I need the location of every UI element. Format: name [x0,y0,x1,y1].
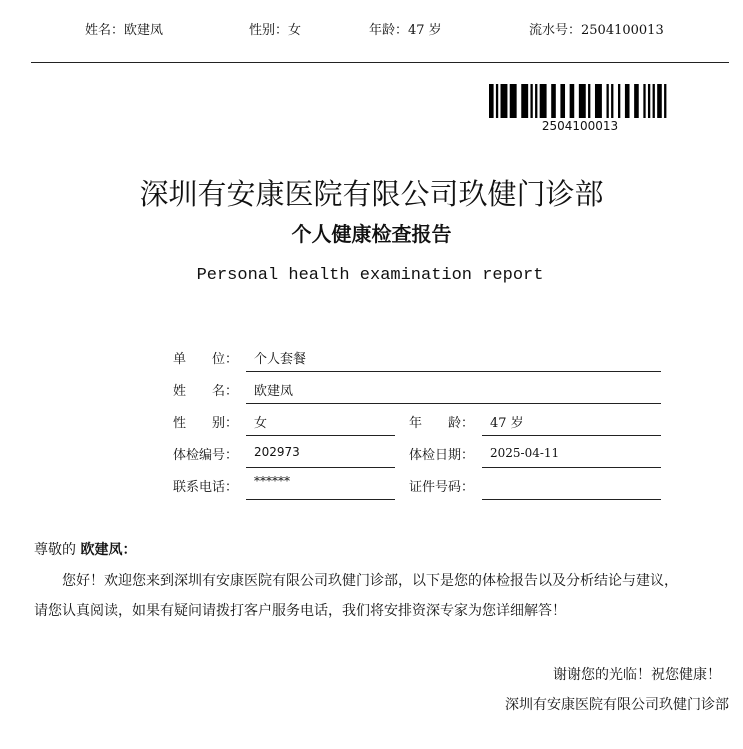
header-serial: 流水号：2504100013 [529,23,664,38]
barcode-bar [657,84,662,118]
age-value: 47 岁 [490,416,524,431]
barcode-number: 2504100013 [541,119,619,133]
barcode-bar [560,84,565,118]
barcode-bar [643,84,645,118]
gender-underline [246,435,395,436]
barcode-bar [530,84,532,118]
barcode-bar [496,84,498,118]
barcode-bar [489,84,494,118]
report-title-en: Personal health examination report [196,266,544,285]
report-title-cn: 个人健康检查报告 [291,222,452,246]
barcode-bar [606,84,608,118]
age-underline [482,435,661,436]
exam-no-value: 202973 [254,445,300,459]
salutation [34,539,136,559]
letter-line-2: 请您认真阅读，如果有疑问请拨打客户服务电话，我们将安排资深专家为您详细解答！ [34,603,566,619]
gender-value: 女 [254,416,268,431]
name-label: 姓 名： [173,384,239,399]
barcode-bar [634,84,639,118]
barcode-bar [501,84,508,118]
unit-underline [246,371,661,372]
header-gender: 性别：女 [249,23,302,38]
name-underline [246,403,661,404]
gender-label: 性 别： [173,416,239,431]
barcode-bar [588,84,590,118]
letter-thanks: 谢谢您的光临！祝您健康！ [553,667,721,683]
letter-signature: 深圳有安康医院有限公司玖健门诊部 [505,697,729,713]
barcode-bar [595,84,602,118]
phone-label: 联系电话： [173,480,239,495]
exam-date-value: 2025-04-11 [490,446,560,460]
barcode-bar [648,84,650,118]
exam-date-label: 体检日期： [409,448,475,463]
barcode-bar [570,84,575,118]
header-age: 年龄：47 岁 [369,23,442,38]
barcode-bar [611,84,613,118]
barcode-bar [521,84,528,118]
letter-line-1: 您好！欢迎您来到深圳有安康医院有限公司玖健门诊部，以下是您的体检报告以及分析结论与建议， [62,573,678,589]
barcode-bar [551,84,556,118]
header-name: 姓名：欧建凤 [85,23,164,38]
barcode [489,84,671,118]
barcode-bar [625,84,630,118]
id-no-label: 证件号码： [409,480,475,495]
exam-no-label: 体检编号： [173,448,239,463]
barcode-bar [653,84,655,118]
barcode-bar [579,84,586,118]
phone-value: ****** [254,474,290,488]
name-value: 欧建凤 [254,384,294,399]
recipient-name: 欧建凤： [80,542,137,558]
phone-underline [246,499,395,500]
salutation-text: 尊敬的 [34,542,76,558]
unit-value: 个人套餐 [254,352,307,367]
age-label: 年 龄： [409,416,475,431]
clinic-title: 深圳有安康医院有限公司玖健门诊部 [139,177,604,211]
id-no-underline [482,499,661,500]
barcode-bar [664,84,666,118]
header-divider [31,62,729,63]
barcode-bar [618,84,620,118]
exam-no-underline [246,467,395,468]
exam-date-underline [482,467,661,468]
barcode-bar [540,84,547,118]
unit-label: 单 位： [173,352,239,367]
barcode-bar [535,84,537,118]
barcode-bar [510,84,517,118]
